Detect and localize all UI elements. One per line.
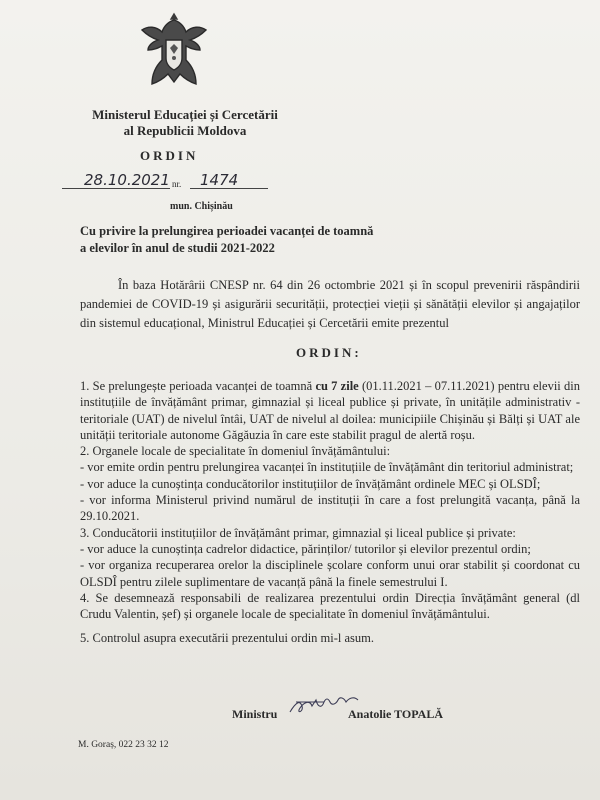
footer-contact: M. Goraș, 022 23 32 12 bbox=[78, 740, 169, 750]
point-3b: - vor organiza recuperarea orelor la disciplinele școlare conform unui orar stabilit și coordonat cu OLSDÎ pentru zilele suplimentare de vacanță până la finele semestrului I. bbox=[80, 558, 580, 589]
coat-of-arms-moldova-icon bbox=[138, 10, 210, 94]
ministry-line-2: al Republicii Moldova bbox=[123, 123, 247, 138]
subject bbox=[80, 223, 520, 257]
point-3: 3. Conducătorii instituțiilor de învățământ primar, gimnazial și liceal publice și private: bbox=[80, 525, 516, 540]
date-underline bbox=[62, 188, 170, 189]
city: mun. Chișinău bbox=[170, 201, 233, 212]
order-body bbox=[80, 378, 580, 647]
point-1 bbox=[80, 378, 580, 443]
point-2c: - vor informa Ministerul privind numărul de instituții în care a fost prelungită vacanța, până la 29.10.2021. bbox=[80, 493, 580, 524]
order-number: 1474 bbox=[200, 171, 239, 189]
point-4: 4. Se desemnează responsabili de realizarea prezentului ordin Direcția învățământ general (dl Crudu Valentin, șef) și organele locale de specialitate în domeniul învățământului. bbox=[80, 590, 580, 622]
point-1-post: (01.11.2021 – 07.11.2021) pentru elevii din instituțiile de învățământ primar, gimnazial și liceal publice și private, în unitățile administrativ - teritoriale (UAT) de nivelul întâi, UAT de nivelul al doilea: municipiile Chișinău și Bălți și UAT ale unității teritoriale autonome Găgăuzia în care este stabilit pragul de alertă roșu. bbox=[80, 379, 580, 442]
point-2b: - vor aduce la cunoștința conducătorilor instituțiilor de învățământ ordinele MEC și OLSDÎ; bbox=[80, 476, 541, 491]
point-5: 5. Controlul asupra executării prezentului ordin mi-l asum. bbox=[80, 631, 375, 646]
spacer bbox=[80, 622, 580, 630]
signatory-name: Anatolie TOPALĂ bbox=[348, 707, 444, 721]
subject-line-1: Cu privire la prelungirea perioadei vacanței de toamnă bbox=[80, 224, 374, 238]
subject-line-2: a elevilor în anul de studii 2021-2022 bbox=[80, 241, 275, 255]
ordin-heading: ORDIN: bbox=[296, 345, 362, 360]
point-2a: - vor emite ordin pentru prelungirea vacanței în instituțiile de învățământ din teritoriul administrat; bbox=[80, 460, 574, 475]
point-2: 2. Organele locale de specialitate în domeniul învățământului: bbox=[80, 444, 391, 459]
ministry-line-1: Ministerul Educației și Cercetării bbox=[92, 107, 278, 122]
point-1-pre: 1. Se prelungește perioada vacanței de toamnă bbox=[80, 379, 316, 393]
point-1-bold: cu 7 zile bbox=[315, 379, 359, 393]
signatory-title: Ministru bbox=[232, 707, 278, 721]
intro-text: În baza Hotărârii CNESP nr. 64 din 26 octombrie 2021 și în scopul prevenirii răspândirii pandemiei de COVID-19 și asigurării securității, protecției vieții și sănătății elevilor și angajaților din sistemul educațional, Ministrul Educației și Cercetării emite prezentul bbox=[80, 278, 580, 330]
number-label: nr. bbox=[172, 179, 182, 189]
number-underline bbox=[190, 188, 268, 189]
intro-paragraph bbox=[80, 276, 580, 333]
document-type: ORDIN bbox=[140, 148, 199, 163]
ministry-name bbox=[85, 107, 285, 139]
point-3a: - vor aduce la cunoștința cadrelor didactice, părinților/ tutorilor și elevilor prezentul ordin; bbox=[80, 541, 531, 556]
date-number-line bbox=[62, 173, 272, 193]
order-date: 28.10.2021 bbox=[84, 171, 170, 189]
